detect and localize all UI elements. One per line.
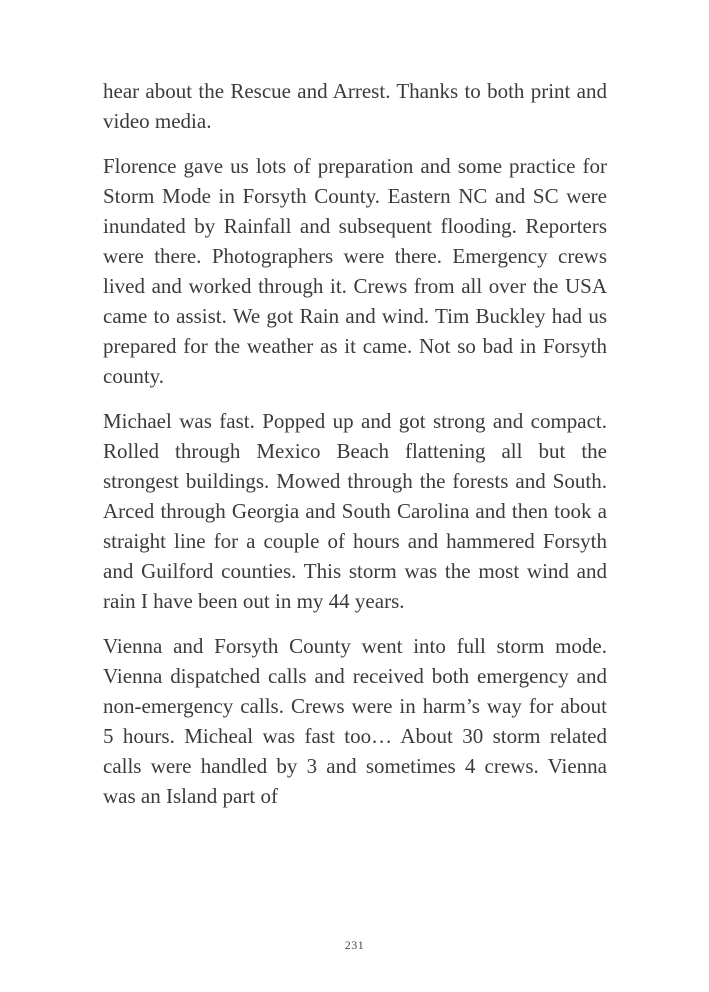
text-block bbox=[103, 76, 607, 826]
paragraph-1: hear about the Rescue and Arrest. Thanks to both print and video media. bbox=[103, 79, 607, 133]
paragraph-2: Florence gave us lots of preparation and some practice for Storm Mode in Forsyth County. Eastern NC and SC were inundated by Rainfall and subsequent flooding. Reporters were there. Photographers were there. Emergency crews lived and worked through it. Crews from all over the USA came to assist. We got Rain and wind. Tim Buckley had us prepared for the weather as it came. Not so bad in Forsyth county. bbox=[103, 154, 607, 388]
paragraph-3: Michael was fast. Popped up and got strong and compact. Rolled through Mexico Beach flattening all but the strongest buildings. Mowed through the forests and South. Arced through Georgia and South Carolina and then took a straight line for a couple of hours and hammered Forsyth and Guilford counties. This storm was the most wind and rain I have been out in my 44 years. bbox=[103, 409, 607, 613]
paragraph-4: Vienna and Forsyth County went into full storm mode. Vienna dispatched calls and received both emergency and non-emergency calls. Crews were in harm’s way for about 5 hours. Micheal was fast too… About 30 storm related calls were handled by 3 and sometimes 4 crews. Vienna was an Island part of bbox=[103, 634, 607, 808]
page-number: 231 bbox=[344, 938, 365, 952]
